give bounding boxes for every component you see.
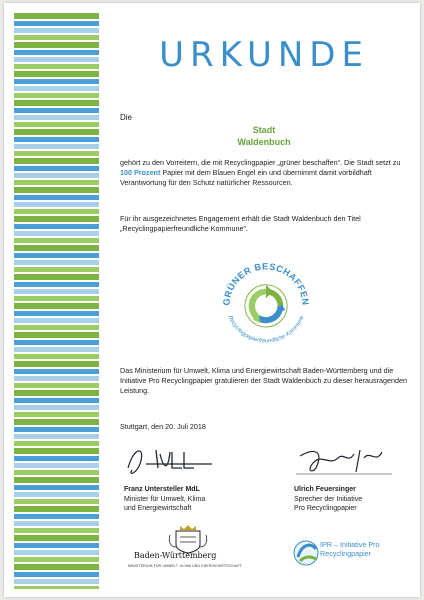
awardee-line1: Stadt <box>252 125 276 135</box>
signatory-right-role-2: Pro Recyclingpapier <box>294 505 357 512</box>
ipr-logo-text <box>320 540 380 558</box>
signatory-left <box>124 485 264 514</box>
certificate-sheet <box>4 3 420 597</box>
certificate-content <box>114 3 414 597</box>
certificate-title: URKUNDE <box>159 35 369 75</box>
awardee-line2: Waldenbuch <box>237 137 291 147</box>
ipr-logo-line1: IPR – Initiative Pro <box>320 540 380 549</box>
signatory-right <box>294 485 414 514</box>
signatory-right-role-1: Sprecher der Initiative <box>294 495 363 503</box>
bw-logo-name: Baden-Württemberg <box>134 551 217 560</box>
paragraph-1 <box>120 158 410 188</box>
ipr-logo-line2: Recyclingpapier <box>320 549 372 558</box>
signature-feuersinger <box>294 440 394 480</box>
intro-text: Die <box>120 113 133 122</box>
emblem-top-text: GRÜNER BESCHAFFEN <box>221 261 311 307</box>
paragraph-1-highlight: 100 Prozent <box>120 168 161 177</box>
awardee <box>114 124 414 148</box>
decorative-stripes <box>14 13 99 589</box>
paragraph-3: Das Ministerium für Umwelt, Klima und Energiewirtschaft Baden-Württemberg und die Initiative Pro Recyclingpapier gratulieren der Stadt Waldenbuch zu dieser herausragenden Leistung. <box>120 366 408 395</box>
date-line: Stuttgart, den 20. Juli 2018 <box>120 422 206 431</box>
paragraph-2: Für ihr ausgezeichnetes Engagement erhält die Stadt Waldenbuch den Titel „Recyclingpapierfreundliche Kommune“. <box>120 214 361 233</box>
gruener-beschaffen-emblem <box>218 256 314 352</box>
signature-untersteller <box>124 440 224 480</box>
signatory-left-name: Franz Untersteller MdL <box>124 486 200 493</box>
bw-logo-subtitle: MINISTERIUM FÜR UMWELT, KLIMA UND ENERGIEWIRTSCHAFT <box>128 564 243 568</box>
emblem-bottom-text: Recyclingpapierfreundliche Kommune <box>226 314 306 345</box>
signatory-left-role-1: Minister für Umwelt, Klima <box>124 495 206 503</box>
paragraph-1-a: gehört zu den Vorreitern, die mit Recyclingpapier „grüner beschaffen“. Die Stadt setzt zu <box>120 158 401 167</box>
signatory-left-role-2: und Energiewirtschaft <box>124 505 192 512</box>
signatory-right-name: Ulrich Feuersinger <box>294 486 356 493</box>
paragraph-1-b: Papier mit dem Blauen Engel ein und übernimmt damit vorbildhaft Verantwortung für den Schutz natürlicher Ressourcen. <box>120 168 372 187</box>
